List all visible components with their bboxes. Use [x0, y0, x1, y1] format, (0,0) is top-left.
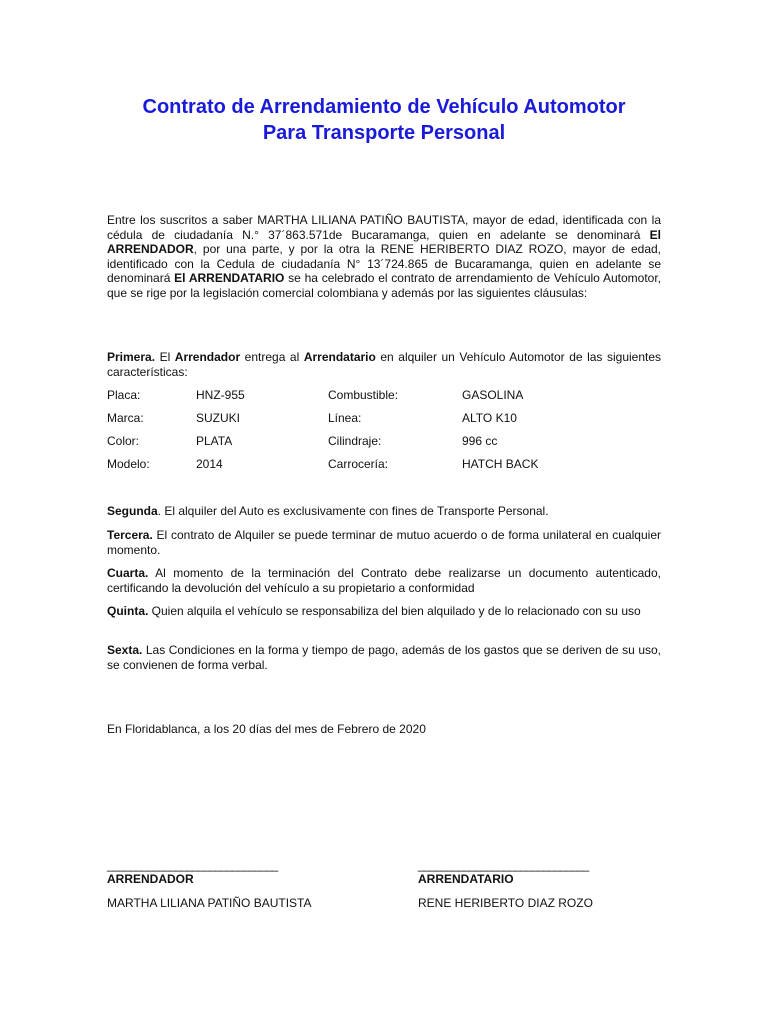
spec-value: PLATA: [196, 434, 233, 448]
clause-text: Quien alquila el vehículo se responsabiliza del bien alquilado y de lo relacionado con su uso: [148, 604, 641, 618]
spec-label: Placa:: [107, 388, 141, 402]
spec-value: HATCH BACK: [462, 457, 539, 471]
spec-value: SUZUKI: [196, 411, 241, 425]
spec-value: 2014: [196, 457, 223, 471]
arrendatario-name: RENE HERIBERTO DIAZ ROZO: [418, 896, 593, 910]
spec-value: ALTO K10: [462, 411, 517, 425]
intro-bold-arrendador: El ARRENDADOR: [107, 227, 661, 257]
document-title-line1: Contrato de Arrendamiento de Vehículo Automotor: [142, 96, 626, 118]
clause-text: Las Condiciones en la forma y tiempo de pago, además de los gastos que se deriven de su uso, se convienen de forma verbal.: [107, 643, 661, 672]
arrendador-role: ARRENDADOR: [107, 872, 194, 886]
clause-quinta: [107, 604, 661, 619]
clause-primera-label: Primera.: [107, 350, 156, 364]
clause-text: . El alquiler del Auto es exclusivamente con fines de Transporte Personal.: [157, 504, 549, 518]
intro-paragraph: [107, 213, 661, 301]
clause-sexta: [107, 643, 661, 672]
clause-label: Quinta.: [107, 604, 149, 618]
spec-label: Línea:: [328, 411, 362, 425]
clause-primera-bold-1: Arrendador: [174, 350, 241, 364]
spec-label: Carrocería:: [328, 457, 389, 471]
intro-text-1: Entre los suscritos a saber MARTHA LILIANA PATIÑO BAUTISTA, mayor de edad, identificada con la cédula de ciudadanía N.° 37´863.571de Bucaramanga, quien en adelante se denominará: [107, 213, 661, 242]
spec-value: HNZ-955: [196, 388, 245, 402]
clause-text: Al momento de la terminación del Contrato debe realizarse un documento autenticado, certificando la devolución del vehículo a su propietario a conformidad: [107, 566, 661, 595]
clause-text: El contrato de Alquiler se puede terminar de mutuo acuerdo o de forma unilateral en cualquier momento.: [107, 528, 661, 557]
arrendatario-role: ARRENDATARIO: [418, 872, 514, 886]
spec-label: Marca:: [107, 411, 144, 425]
signature-line-arrendador: ______________________________: [107, 858, 278, 872]
signature-line-arrendatario: ______________________________: [418, 858, 589, 872]
clause-label: Cuarta.: [107, 566, 149, 580]
arrendador-name: MARTHA LILIANA PATIÑO BAUTISTA: [107, 896, 312, 910]
spec-value: 996 cc: [462, 434, 498, 448]
place-date: En Floridablanca, a los 20 días del mes de Febrero de 2020: [107, 722, 426, 736]
clause-tercera: [107, 528, 661, 557]
clause-primera: [107, 350, 661, 379]
spec-label: Modelo:: [107, 457, 150, 471]
intro-text-3: se ha celebrado el contrato de arrendamiento de Vehículo Automotor, que se rige por la legislación comercial colombiana y además por las siguientes cláusulas:: [107, 271, 661, 300]
spec-label: Cilindraje:: [328, 434, 382, 448]
document-title-line2: Para Transporte Personal: [262, 122, 506, 144]
intro-text-2: , por una parte, y por la otra la RENE HERIBERTO DIAZ ROZO, mayor de edad, identificado con la Cedula de ciudadanía N° 13´724.865 de Bucaramanga, quien en adelante se denominará: [107, 242, 661, 286]
spec-value: GASOLINA: [462, 388, 524, 402]
clause-primera-text-3: en alquiler un Vehículo Automotor de las siguientes características:: [107, 350, 662, 379]
clause-label: Tercera.: [107, 528, 153, 542]
spec-label: Color:: [107, 434, 140, 448]
clause-segunda: [107, 504, 661, 519]
clause-label: Segunda: [107, 504, 158, 518]
spec-label: Combustible:: [328, 388, 399, 402]
clause-primera-text-1: El: [155, 350, 175, 364]
clause-primera-bold-2: Arrendatario: [303, 350, 376, 364]
clause-cuarta: [107, 566, 661, 595]
clause-label: Sexta.: [107, 643, 143, 657]
clause-primera-text-2: entrega al: [240, 350, 304, 364]
intro-bold-arrendatario: El ARRENDATARIO: [174, 271, 285, 286]
